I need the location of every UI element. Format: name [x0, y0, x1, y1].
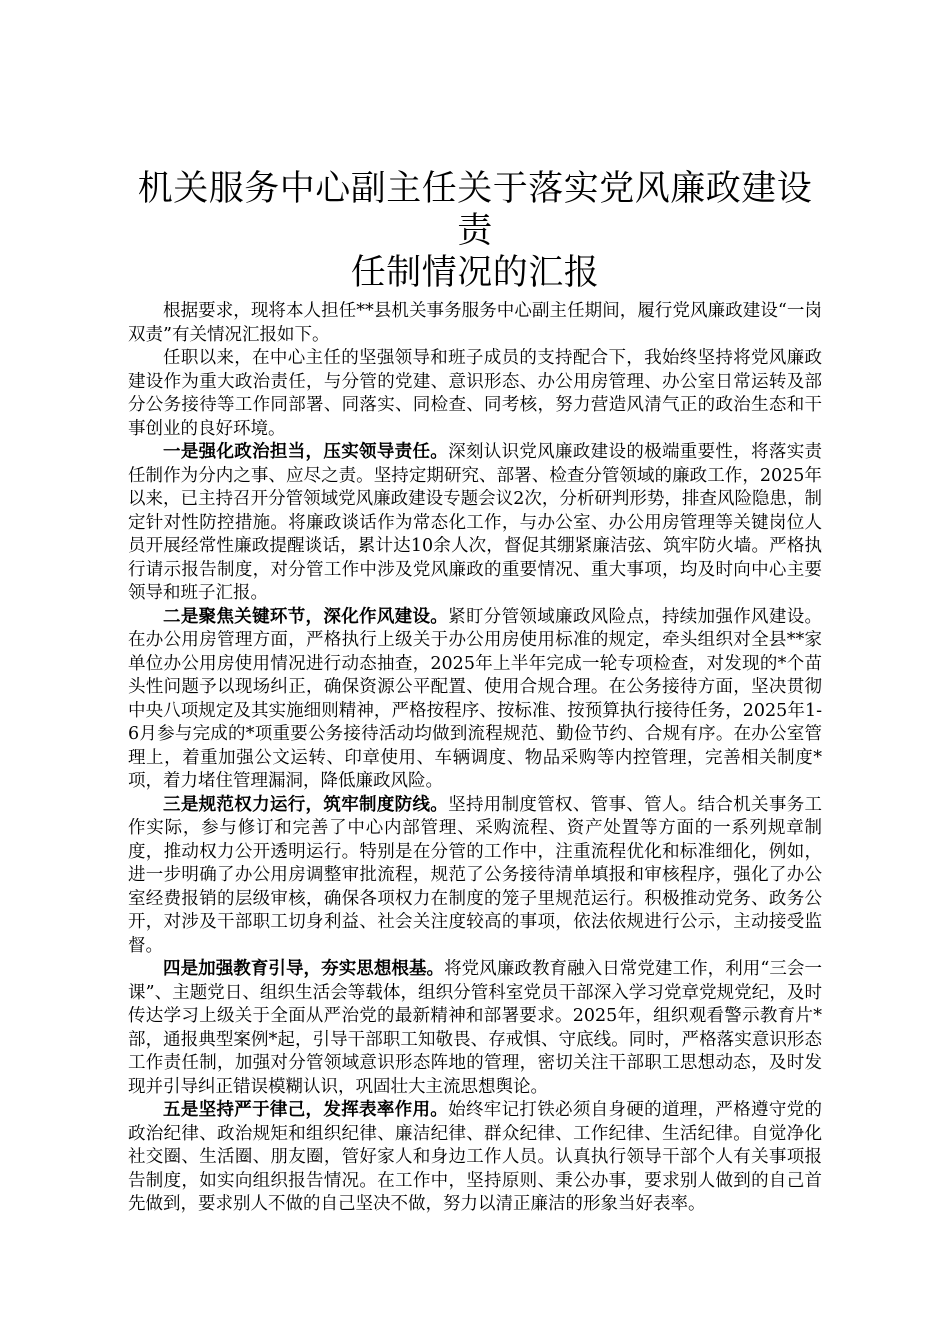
paragraph-text: 始终牢记打铁必须自身硬的道理，严格遵守党的政治纪律、政治规矩和组织纪律、廉洁纪律、群众纪律、工作纪律、生活纪律。自觉净化社交圈、生活圈、朋友圈，管好家人和身边工作人员。认真执行领导干部个人有关事项报告制度，如实向组织报告情况。在工作中，坚持原则、秉公办事，要求别人做到的自己首先做到，要求别人不做的自己坚决不做，努力以清正廉洁的形象当好表率。 [128, 1100, 823, 1214]
paragraph-text: 坚持用制度管权、管事、管人。结合机关事务工作实际，参与修订和完善了中心内部管理、采购流程、资产处置等方面的一系列规章制度，推动权力公开透明运行。特别是在分管的工作中，注重流程优化和标准细化，例如，进一步明确了办公用房调整审批流程，规范了公务接待清单填报和审核程序，强化了办公室经费报销的层级审核，确保各项权力在制度的笼子里规范运行。积极推动党务、政务公开，对涉及干部职工切身利益、社会关注度较高的事项，依法依规进行公示，主动接受监督。 [128, 794, 823, 956]
paragraph-text: 任职以来，在中心主任的坚强领导和班子成员的支持配合下，我始终坚持将党风廉政建设作为重大政治责任，与分管的党建、意识形态、办公用房管理、办公室日常运转及部分公务接待等工作同部署、同落实、同检查、同考核，努力营造风清气正的政治生态和干事创业的良好环境。 [128, 348, 822, 439]
paragraph-point-2 [128, 606, 822, 794]
paragraph-text: 根据要求，现将本人担任**县机关事务服务中心副主任期间，履行党风廉政建设“一岗双责”有关情况汇报如下。 [128, 301, 822, 345]
paragraph-point-1 [128, 441, 822, 606]
paragraph-heading: 五是坚持严于律己，发挥表率作用。 [163, 1100, 449, 1120]
paragraph-overview [128, 347, 822, 441]
paragraph-point-4 [128, 958, 822, 1099]
paragraph-text: 紧盯分管领域廉政风险点，持续加强作风建设。在办公用房管理方面，严格执行上级关于办公用房使用标准的规定，牵头组织对全县**家单位办公用房使用情况进行动态抽查，2025年上半年完成一轮专项检查，对发现的*个苗头性问题予以现场纠正，确保资源公平配置、使用合规合理。在公务接待方面，坚决贯彻中央八项规定及其实施细则精神，严格按程序、按标准、按预算执行接待任务，2025年1-6月参与完成的*项重要公务接待活动均做到流程规范、勤俭节约、合规有序。在办公室管理上，着重加强公文运转、印章使用、车辆调度、物品采购等内控管理，完善相关制度*项，着力堵住管理漏洞，降低廉政风险。 [128, 606, 823, 791]
title-line-1: 机关服务中心副主任关于落实党风廉政建设责 [137, 169, 813, 251]
document-page [128, 168, 822, 1217]
paragraph-intro [128, 300, 822, 347]
paragraph-text: 将党风廉政教育融入日常党建工作，利用“三会一课”、主题党日、组织生活会等载体，组织分管科室党员干部深入学习党章党规党纪，及时传达学习上级关于全面从严治党的最新精神和部署要求。2025年，组织观看警示教育片*部，通报典型案例*起，引导干部职工知敬畏、存戒惧、守底线。同时，严格落实意识形态工作责任制，加强对分管领域意识形态阵地的管理，密切关注干部职工思想动态，及时发现并引导纠正错误模糊认识，巩固壮大主流思想舆论。 [128, 959, 822, 1097]
paragraph-text: 深刻认识党风廉政建设的极端重要性，将落实责任制作为分内之事、应尽之责。坚持定期研究、部署、检查分管领域的廉政工作，2025年以来，已主持召开分管领域党风廉政建设专题会议2次，分析研判形势，排查风险隐患，制定针对性防控措施。将廉政谈话作为常态化工作，与办公室、办公用房管理等关键岗位人员开展经常性廉政提醒谈话，累计达10余人次，督促其绷紧廉洁弦、筑牢防火墙。严格执行请示报告制度，对分管工作中涉及党风廉政的重要情况、重大事项，均及时向中心主要领导和班子汇报。 [128, 442, 823, 603]
paragraph-heading: 四是加强教育引导，夯实思想根基。 [163, 959, 445, 979]
paragraph-heading: 二是聚焦关键环节，深化作风建设。 [163, 606, 449, 627]
paragraph-heading: 一是强化政治担当，压实领导责任。 [163, 442, 449, 462]
paragraph-point-3 [128, 794, 822, 959]
title-line-2: 任制情况的汇报 [350, 253, 600, 293]
paragraph-point-5 [128, 1099, 822, 1217]
paragraph-heading: 三是规范权力运行，筑牢制度防线。 [163, 794, 449, 815]
document-title [128, 168, 822, 294]
